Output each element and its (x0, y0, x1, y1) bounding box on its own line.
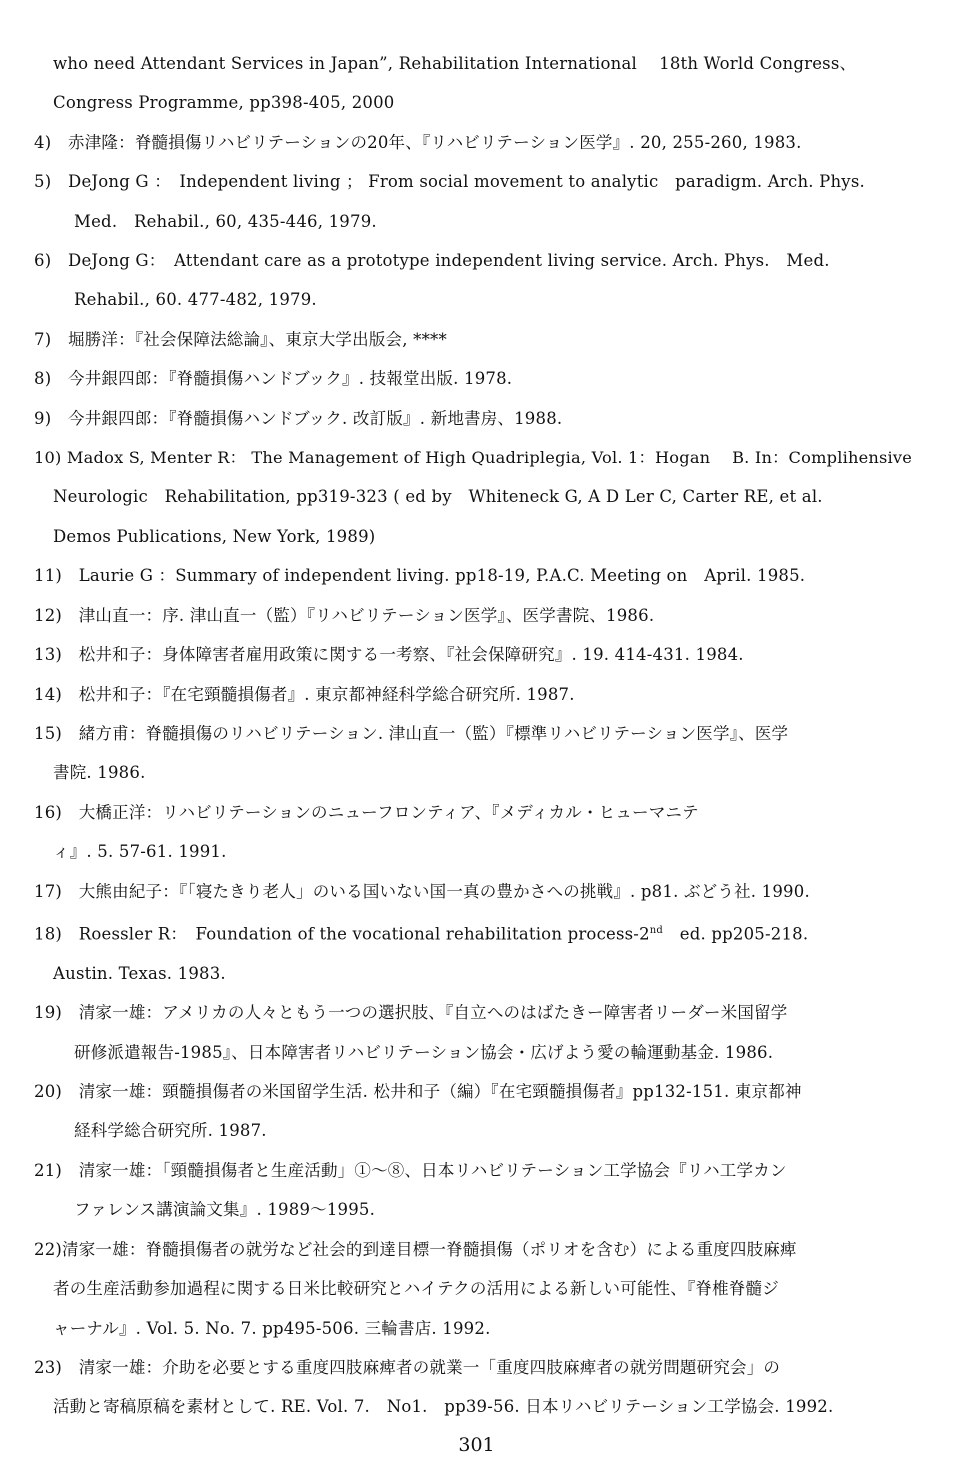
ref-8: 8) 今井銀四郎：『脊髓損傷ハンドブック』. 技報堂出版. 1978. (34, 369, 513, 389)
ref-16: 16) 大橋正洋：リハビリテーションのニューフロンティア、『メディカル・ヒューマニテ (34, 802, 699, 822)
ref-21-continuation: ファレンス講演論文集』. 1989～1995. (74, 1200, 376, 1220)
ref-9: 9) 今井銀四郎：『脊髓損傷ハンドブック. 改訂版』. 新地書房、1988. (34, 408, 563, 428)
ref-3-continuation-line-1: who need Attendant Services in Japan”, Rehabilitation International 18th World Congress、 (53, 54, 857, 73)
ref-18 (34, 911, 913, 954)
ref-19-continuation: 研修派遣報告-1985』、日本障害者リハビリテーション協会・広げよう愛の輪運動基金. 1986. (74, 1042, 774, 1062)
ref-6: 6) DeJong G： Attendant care as a prototype independent living service. Arch. Phys. Med. (34, 251, 830, 271)
ref-7: 7) 堀勝洋：『社会保障法総論』、東京大学出版会, **** (34, 329, 447, 349)
ref-6-continuation: Rehabil., 60. 477-482, 1979. (74, 290, 317, 310)
ref-18-superscript: nd (649, 924, 664, 936)
ref-14: 14) 松井和子：『在宅頸髓損傷者』. 東京都神経科学総合研究所. 1987. (34, 684, 575, 704)
ref-18-tail: ed. pp205-218. (663, 924, 809, 944)
ref-20: 20) 清家一雄：頸髓損傷者の米国留学生活. 松井和子（編）『在宅頸髓損傷者』pp132-151. 東京都神 (34, 1082, 802, 1102)
ref-20-continuation: 経科学総合研究所. 1987. (74, 1121, 267, 1141)
ref-10-continuation-1: Neurologic Rehabilitation, pp319-323 ( ed by Whiteneck G, A D Ler C, Carter RE, et al. (53, 487, 823, 507)
ref-18-text: 18) Roessler R： Foundation of the vocational rehabilitation process-2 (34, 924, 650, 944)
ref-19: 19) 清家一雄：アメリカの人々ともう一つの選択肢、『自立へのはばたきー障害者リーダー米国留学 (34, 1003, 788, 1023)
ref-18-continuation: Austin. Texas. 1983. (53, 963, 226, 983)
ref-22-continuation-2: ャーナル』. Vol. 5. No. 7. pp495-506. 三輪書店. 1992. (53, 1318, 491, 1338)
ref-10: 10) Madox S, Menter R： The Management of High Quadriplegia, Vol. 1：Hogan B. In：Complihensive (34, 448, 913, 468)
ref-13: 13) 松井和子：身体障害者雇用政策に関する一考察、『社会保障研究』. 19. 414-431. 1984. (34, 645, 744, 665)
page-number: 301 (458, 1434, 495, 1456)
ref-12: 12) 津山直一：序. 津山直一（監）『リハビリテーション医学』、医学書院、1986. (34, 605, 655, 625)
ref-11: 11) Laurie G ：Summary of independent living. pp18-19, P.A.C. Meeting on April. 1985. (34, 566, 806, 586)
ref-23-continuation: 活動と寄稿原稿を素材として. RE. Vol. 7. No1. pp39-56. 日本リハビリテーション工学協会. 1992. (53, 1397, 834, 1417)
ref-5: 5) DeJong G ： Independent living ； From social movement to analytic paradigm. Arch. Phys. (34, 172, 865, 192)
ref-23: 23) 清家一雄：介助を必要とする重度四肢麻痺者の就業一「重度四肢麻痺者の就労問題研究会」の (34, 1357, 781, 1377)
ref-16-continuation: ィ』. 5. 57-61. 1991. (53, 842, 227, 862)
ref-17: 17) 大熊由紀子：『「寝たきり老人」のいる国いない国一真の豊かさへの挑戦』. p81. ぶどう社. 1990. (34, 881, 810, 901)
ref-3-continuation-line-2: Congress Programme, pp398-405, 2000 (53, 93, 395, 113)
ref-15: 15) 緒方甫：脊髓損傷のリハビリテーション. 津山直一（監）『標準リハビリテーション医学』、医学 (34, 723, 789, 743)
ref-10-continuation-2: Demos Publications, New York, 1989) (53, 526, 376, 546)
ref-22-continuation-1: 者の生産活動参加過程に関する日米比較研究とハイテクの活用による新しい可能性、『脊椎脊髓ジ (53, 1279, 779, 1299)
ref-22: 22)清家一雄：脊髓損傷者の就労など社会的到達目標一脊髓損傷（ポリオを含む）による重度四肢麻痺 (34, 1239, 797, 1259)
ref-5-continuation: Med. Rehabil., 60, 435-446, 1979. (74, 211, 377, 231)
ref-15-continuation: 書院. 1986. (53, 763, 146, 783)
ref-21: 21) 清家一雄：「頸髓損傷者と生産活動」①～⑧、日本リハビリテーション工学協会『リハ工学カン (34, 1160, 787, 1180)
ref-4: 4) 赤津隆：脊髓損傷リハビリテーションの20年、『リハビリテーション医学』. 20, 255-260, 1983. (34, 132, 802, 152)
